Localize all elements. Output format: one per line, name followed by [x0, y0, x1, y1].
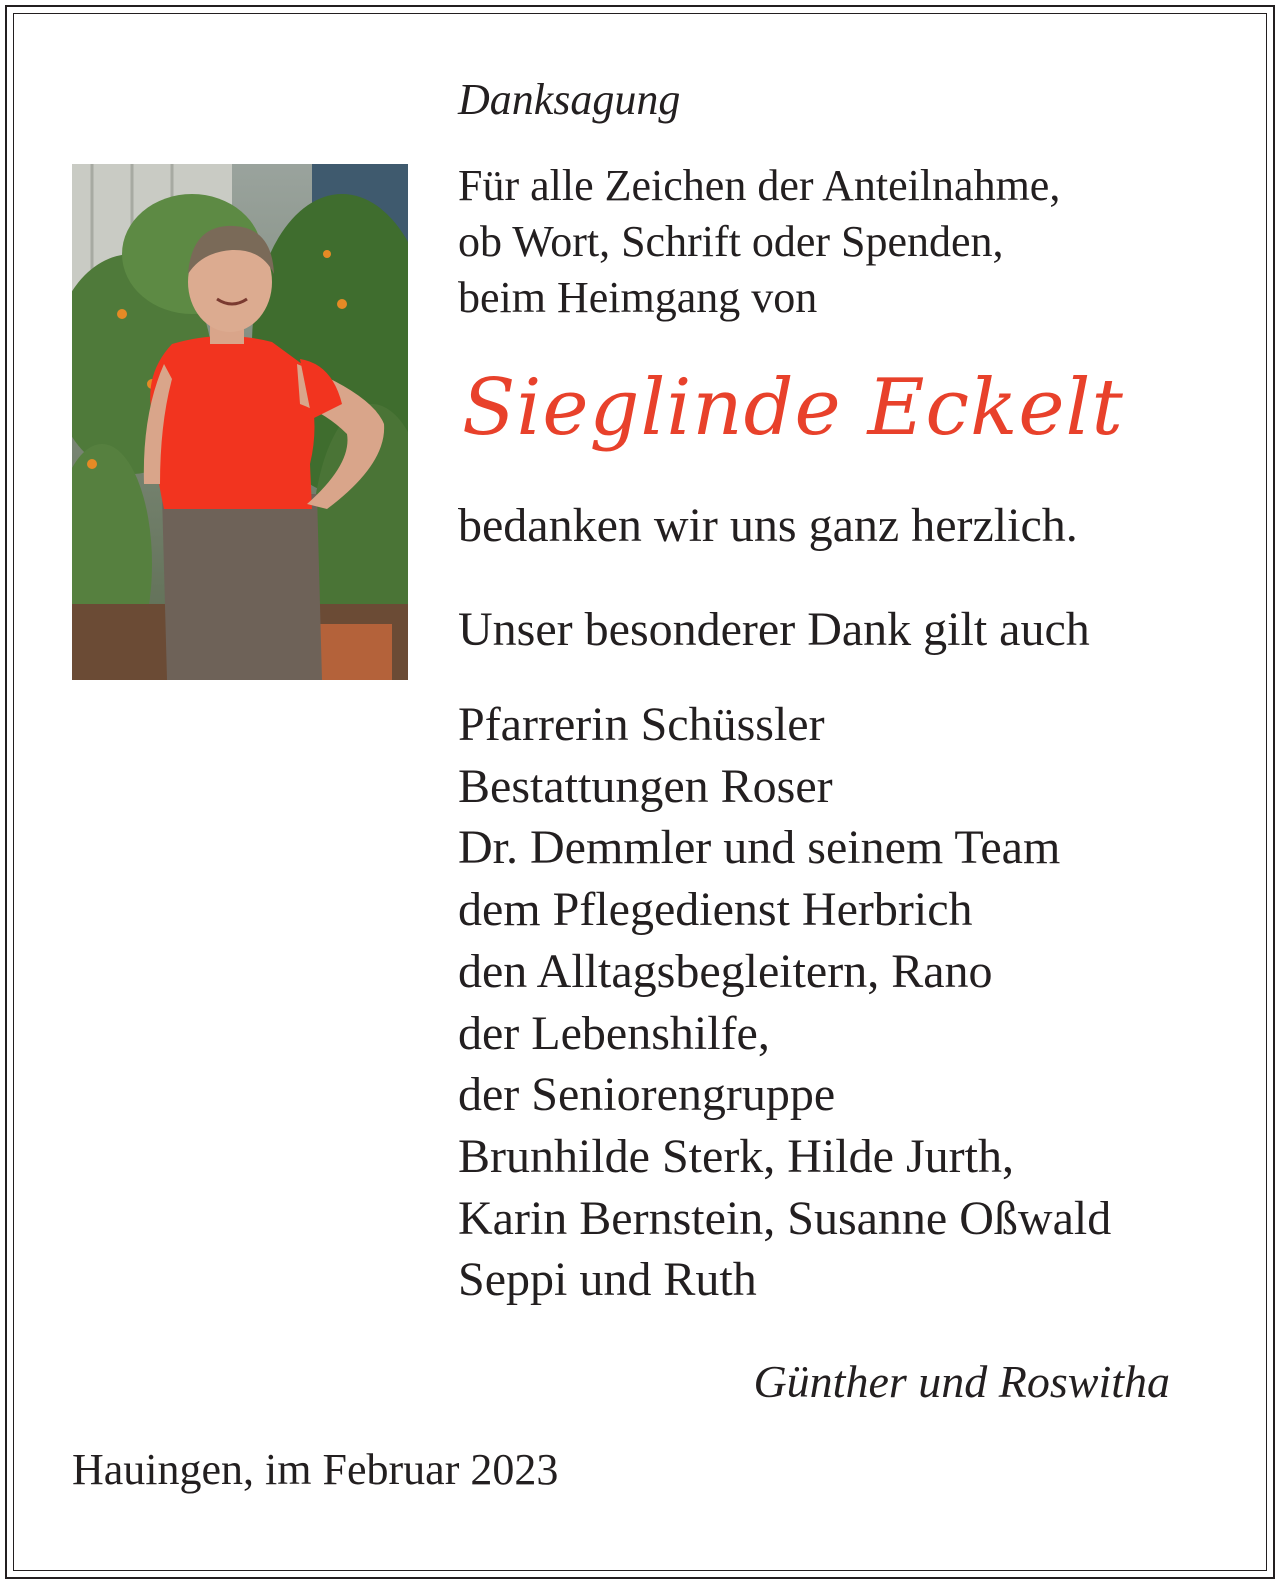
intro-line: ob Wort, Schrift oder Spenden,: [458, 217, 1004, 266]
intro-text: [458, 158, 1060, 326]
thanks-list-item: Pfarrerin Schüssler: [458, 698, 825, 751]
signature: Günther und Roswitha: [753, 1356, 1170, 1407]
thanks-list: [458, 694, 1111, 1311]
place-date: Hauingen, im Februar 2023: [72, 1445, 559, 1494]
thanks-list-item: der Seniorengruppe: [458, 1068, 836, 1122]
deceased-name: Sieglinde Eckelt: [462, 363, 1124, 453]
thanks-list-item: Seppi und Ruth: [458, 1253, 757, 1307]
thanks-line: bedanken wir uns ganz herzlich.: [458, 499, 1078, 552]
intro-line: beim Heimgang von: [458, 273, 818, 322]
thanks-list-item: den Alltagsbegleitern, Rano: [458, 944, 993, 998]
special-thanks-intro: Unser besonderer Dank gilt auch: [458, 603, 1090, 656]
thanks-list-item: dem Pflegedienst Herbrich: [458, 883, 973, 937]
portrait-photo: [72, 164, 408, 680]
thanks-list-item: Bestattungen Roser: [458, 759, 833, 813]
thanks-list-item: Dr. Demmler und seinem Team: [458, 821, 1061, 875]
intro-line: Für alle Zeichen der Anteilnahme,: [458, 161, 1061, 210]
thanks-list-item: Brunhilde Sterk, Hilde Jurth,: [458, 1129, 1014, 1183]
thanks-list-item: der Lebenshilfe,: [458, 1006, 770, 1060]
heading: Danksagung: [458, 75, 681, 124]
thanks-list-item: Karin Bernstein, Susanne Oßwald: [458, 1191, 1112, 1245]
